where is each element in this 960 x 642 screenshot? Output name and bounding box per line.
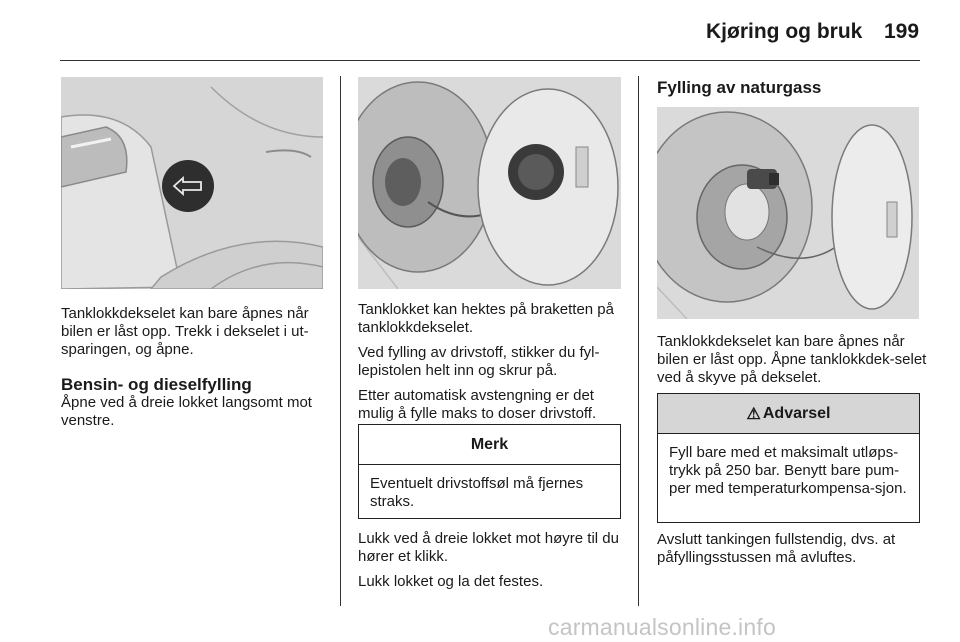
- paragraph: Lukk ved å dreie lokket mot høyre til du hører et klikk.: [358, 530, 619, 565]
- header-divider: [60, 60, 920, 61]
- gas-door-caption: Tanklokkdekselet kan bare åpnes når bilen er låst opp. Åpne tanklokkdek-selet ved å skyve på dekselet.: [657, 333, 927, 386]
- paragraph: Ved fylling av drivstoff, stikker du fyl-lepistolen helt inn og skrur på.: [358, 344, 600, 379]
- column2-paragraphs: [358, 301, 628, 430]
- fuel-door-illustration: [61, 77, 323, 289]
- warning-text: Fyll bare med et maksimalt utløps-trykk på 250 bar. Benytt bare pum-per med temperaturkompensa-sjon.: [669, 444, 907, 497]
- natural-gas-heading: Fylling av naturgass: [657, 78, 822, 97]
- watermark: carmanualsonline.info: [548, 614, 776, 640]
- paragraph: Etter automatisk avstengning er det mulig å fylle maks to doser drivstoff.: [358, 387, 597, 422]
- column-divider-2: [638, 76, 639, 606]
- gas-filler-illustration: [657, 107, 919, 319]
- warning-icon: ⚠: [746, 405, 761, 423]
- note-title: Merk: [359, 425, 620, 465]
- warning-box: [657, 393, 920, 523]
- petrol-diesel-text: Åpne ved å dreie lokket langsomt mot venstre.: [61, 394, 312, 429]
- fuel-door-caption: Tanklokkdekselet kan bare åpnes når bilen er låst opp. Trekk i dekselet i ut-sparingen, og åpne.: [61, 305, 309, 358]
- page-header: [0, 0, 960, 62]
- section-title: Kjøring og bruk: [706, 20, 863, 43]
- petrol-diesel-heading: Bensin- og dieselfylling: [61, 375, 252, 394]
- gas-filler-drawing: [657, 107, 919, 319]
- paragraph: Tanklokket kan hektes på braketten på tanklokkdekselet.: [358, 301, 614, 336]
- warning-header: [658, 394, 919, 434]
- column-divider-1: [340, 76, 341, 606]
- warning-title: Advarsel: [762, 404, 831, 422]
- gas-after-warning: Avslutt tankingen fullstendig, dvs. at påfyllingsstussen må avluftes.: [657, 531, 896, 566]
- column2-after-note: [358, 530, 628, 598]
- note-text: Eventuelt drivstoffsøl må fjernes straks.: [370, 475, 584, 510]
- paragraph: Lukk lokket og la det festes.: [358, 573, 544, 590]
- note-box: [358, 424, 621, 519]
- page-number: 199: [884, 20, 920, 43]
- fuel-door-drawing: [61, 77, 323, 289]
- fuel-cap-illustration: [358, 77, 621, 289]
- fuel-cap-drawing: [358, 77, 621, 289]
